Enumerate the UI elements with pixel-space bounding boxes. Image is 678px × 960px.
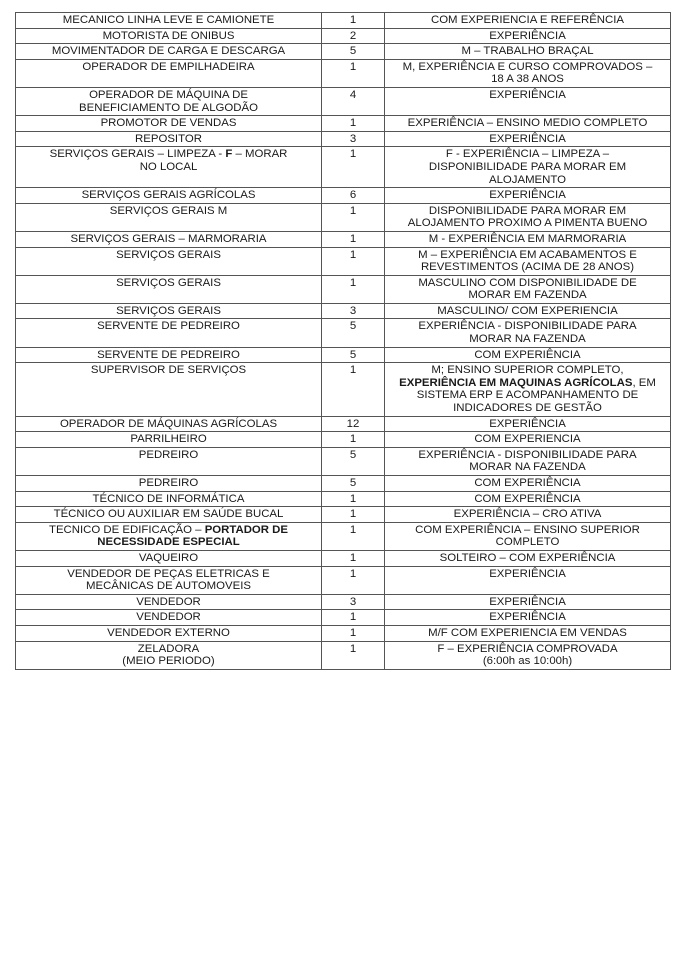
job-title-line: ZELADORA <box>137 642 200 655</box>
job-title-line: SUPERVISOR DE SERVIÇOS <box>90 364 247 377</box>
vacancy-count-cell: 1 <box>322 231 385 247</box>
job-title-line: TÉCNICO OU AUXILIAR EM SAÚDE BUCAL <box>53 508 284 521</box>
job-title-line: VAQUEIRO <box>138 551 199 564</box>
vacancy-count-cell: 1 <box>322 59 385 87</box>
job-title-cell <box>16 87 322 115</box>
requirements-emphasis: EXPERIÊNCIA EM MAQUINAS AGRÍCOLAS <box>399 376 633 389</box>
vacancy-count-cell: 5 <box>322 476 385 492</box>
job-title-line: PEDREIRO <box>138 448 199 461</box>
job-title-line: VENDEDOR DE PEÇAS ELETRICAS E <box>67 567 270 580</box>
requirements-line: EXPERIÊNCIA <box>489 189 566 202</box>
job-title-line: SERVIÇOS GERAIS – MARMORARIA <box>70 232 267 245</box>
vacancy-count-cell: 3 <box>322 594 385 610</box>
job-title-cell <box>16 203 322 231</box>
vacancy-count-cell: 5 <box>322 319 385 347</box>
vacancy-count-cell: 1 <box>322 566 385 594</box>
requirements-cell <box>385 566 671 594</box>
table-row <box>16 625 671 641</box>
requirements-line: (6:00h as 10:00h) <box>482 655 573 668</box>
requirements-cell <box>385 550 671 566</box>
job-title-cell <box>16 550 322 566</box>
requirements-line: EXPERIÊNCIA <box>489 29 566 42</box>
job-title-line: SERVIÇOS GERAIS <box>116 276 221 289</box>
requirements-line: MORAR NA FAZENDA <box>469 461 586 474</box>
table-row <box>16 641 671 669</box>
job-title-line: SERVIÇOS GERAIS – LIMPEZA - F – MORAR <box>49 148 288 161</box>
job-title-cell <box>16 131 322 147</box>
requirements-line: 18 A 38 ANOS <box>491 73 564 86</box>
job-title-cell <box>16 432 322 448</box>
requirements-cell <box>385 275 671 303</box>
requirements-cell <box>385 641 671 669</box>
requirements-cell <box>385 447 671 475</box>
requirements-line: SISTEMA ERP E ACOMPANHAMENTO DE <box>416 389 639 402</box>
requirements-line: DISPONIBILIDADE PARA MORAR EM <box>428 204 627 217</box>
table-row <box>16 476 671 492</box>
vacancy-count-cell: 1 <box>322 641 385 669</box>
job-title-line: SERVIÇOS GERAIS M <box>109 204 228 217</box>
requirements-cell <box>385 231 671 247</box>
requirements-cell <box>385 59 671 87</box>
job-title-cell <box>16 44 322 60</box>
table-row <box>16 247 671 275</box>
requirements-cell <box>385 319 671 347</box>
requirements-cell <box>385 594 671 610</box>
job-title-cell <box>16 28 322 44</box>
job-title-line: OPERADOR DE EMPILHADEIRA <box>82 60 255 73</box>
vacancy-count-cell: 1 <box>322 507 385 523</box>
job-title-line: VENDEDOR EXTERNO <box>107 626 230 639</box>
vacancy-count-cell: 5 <box>322 447 385 475</box>
job-title-line: SERVIÇOS GERAIS <box>116 248 221 261</box>
requirements-line: EXPERIÊNCIA <box>489 132 566 145</box>
requirements-line: MORAR NA FAZENDA <box>469 333 586 346</box>
vacancy-count-cell: 1 <box>322 13 385 29</box>
requirements-cell <box>385 625 671 641</box>
requirements-line: EXPERIÊNCIA <box>489 567 566 580</box>
job-title-line: PROMOTOR DE VENDAS <box>100 117 237 130</box>
requirements-line: M – EXPERIÊNCIA EM ACABAMENTOS E <box>418 248 637 261</box>
requirements-line: M; ENSINO SUPERIOR COMPLETO, <box>431 364 624 377</box>
job-title-emphasis: PORTADOR DE <box>204 523 289 536</box>
requirements-cell <box>385 188 671 204</box>
job-title-cell <box>16 116 322 132</box>
requirements-cell <box>385 44 671 60</box>
table-row <box>16 363 671 416</box>
vacancy-count-cell: 1 <box>322 363 385 416</box>
vacancy-count-cell: 3 <box>322 303 385 319</box>
table-row <box>16 303 671 319</box>
job-title-line: OPERADOR DE MÁQUINA DE <box>89 88 248 101</box>
job-title-emphasis: F <box>225 148 233 161</box>
requirements-cell <box>385 507 671 523</box>
requirements-cell <box>385 522 671 550</box>
job-title-line: VENDEDOR <box>136 611 201 624</box>
job-title-cell <box>16 13 322 29</box>
requirements-line: COM EXPERIÊNCIA – ENSINO SUPERIOR <box>415 523 640 536</box>
requirements-cell <box>385 13 671 29</box>
job-title-line: OPERADOR DE MÁQUINAS AGRÍCOLAS <box>59 417 278 430</box>
requirements-line: DISPONIBILIDADE PARA MORAR EM <box>428 160 627 173</box>
requirements-line: SOLTEIRO – COM EXPERIÊNCIA <box>439 551 616 564</box>
requirements-line: EXPERIÊNCIA <box>489 595 566 608</box>
table-row <box>16 44 671 60</box>
vacancy-count-cell: 4 <box>322 87 385 115</box>
requirements-line: EXPERIÊNCIA <box>489 88 566 101</box>
job-title-cell <box>16 625 322 641</box>
job-title-emphasis: NECESSIDADE ESPECIAL <box>97 536 240 549</box>
job-title-cell <box>16 491 322 507</box>
vacancy-count-cell: 5 <box>322 347 385 363</box>
table-row <box>16 566 671 594</box>
table-row <box>16 550 671 566</box>
requirements-line: COMPLETO <box>495 536 560 549</box>
job-title-cell <box>16 610 322 626</box>
requirements-cell <box>385 347 671 363</box>
table-row <box>16 116 671 132</box>
table-row <box>16 275 671 303</box>
job-title-line: (MEIO PERIODO) <box>122 655 215 668</box>
vacancy-count-cell: 1 <box>322 203 385 231</box>
job-title-line: TECNICO DE EDIFICAÇÃO – PORTADOR DE <box>48 523 289 536</box>
job-title-cell <box>16 275 322 303</box>
vacancy-count-cell: 1 <box>322 116 385 132</box>
vacancy-count-cell: 6 <box>322 188 385 204</box>
job-title-cell <box>16 247 322 275</box>
requirements-line: F - EXPERIÊNCIA – LIMPEZA – <box>445 148 610 161</box>
requirements-line: F – EXPERIÊNCIA COMPROVADA <box>437 642 618 655</box>
job-title-cell <box>16 641 322 669</box>
requirements-cell <box>385 87 671 115</box>
job-title-cell <box>16 522 322 550</box>
table-row <box>16 28 671 44</box>
job-title-cell <box>16 319 322 347</box>
vacancy-count-cell: 1 <box>322 147 385 188</box>
vacancy-count-cell: 3 <box>322 131 385 147</box>
vacancy-count-cell: 1 <box>322 275 385 303</box>
requirements-cell <box>385 131 671 147</box>
table-row <box>16 59 671 87</box>
requirements-line: EXPERIÊNCIA - DISPONIBILIDADE PARA <box>418 448 637 461</box>
requirements-line: EXPERIÊNCIA EM MAQUINAS AGRÍCOLAS, EM <box>399 376 656 389</box>
table-row <box>16 507 671 523</box>
requirements-cell <box>385 247 671 275</box>
job-title-line: PEDREIRO <box>138 477 199 489</box>
vacancy-count-cell: 1 <box>322 610 385 626</box>
requirements-line: EXPERIÊNCIA <box>489 611 566 624</box>
job-title-cell <box>16 363 322 416</box>
requirements-cell <box>385 476 671 492</box>
table-row <box>16 319 671 347</box>
requirements-cell <box>385 416 671 432</box>
job-title-line: BENEFICIAMENTO DE ALGODÃO <box>79 101 258 114</box>
job-title-line: SERVIÇOS GERAIS <box>116 304 221 317</box>
table-row <box>16 131 671 147</box>
job-openings-body <box>16 13 671 670</box>
vacancy-count-cell: 1 <box>322 625 385 641</box>
table-row <box>16 188 671 204</box>
requirements-line: MASCULINO COM DISPONIBILIDADE DE <box>418 276 637 289</box>
requirements-line: MASCULINO/ COM EXPERIENCIA <box>437 304 618 317</box>
job-title-line: NO LOCAL <box>139 160 198 173</box>
requirements-cell <box>385 203 671 231</box>
vacancy-count-cell: 5 <box>322 44 385 60</box>
job-title-cell <box>16 303 322 319</box>
requirements-line: M – TRABALHO BRAÇAL <box>461 45 594 58</box>
job-title-cell <box>16 447 322 475</box>
job-title-line: MOTORISTA DE ONIBUS <box>102 29 235 42</box>
requirements-cell <box>385 147 671 188</box>
job-title-line: MECÂNICAS DE AUTOMOVEIS <box>86 580 251 593</box>
requirements-cell <box>385 116 671 132</box>
requirements-line: COM EXPERIÊNCIA <box>474 348 581 361</box>
vacancy-count-cell: 1 <box>322 491 385 507</box>
requirements-cell <box>385 491 671 507</box>
job-title-line: REPOSITOR <box>135 132 202 145</box>
job-title-line: VENDEDOR <box>136 595 201 608</box>
requirements-line: M, EXPERIÊNCIA E CURSO COMPROVADOS – <box>402 60 653 73</box>
requirements-line: COM EXPERIENCIA <box>474 433 581 446</box>
job-title-line: SERVENTE DE PEDREIRO <box>97 348 240 361</box>
table-row <box>16 203 671 231</box>
requirements-cell <box>385 28 671 44</box>
job-title-cell <box>16 507 322 523</box>
job-title-line: SERVENTE DE PEDREIRO <box>97 320 240 333</box>
requirements-line: EXPERIÊNCIA – CRO ATIVA <box>453 508 602 521</box>
requirements-line: M/F COM EXPERIENCIA EM VENDAS <box>428 626 627 639</box>
requirements-line: INDICADORES DE GESTÃO <box>453 402 602 415</box>
job-title-line: PARRILHEIRO <box>130 433 207 446</box>
job-title-cell <box>16 147 322 188</box>
vacancy-count-cell: 12 <box>322 416 385 432</box>
vacancy-count-cell: 1 <box>322 550 385 566</box>
requirements-line: COM EXPERIÊNCIA <box>474 477 581 489</box>
table-row <box>16 231 671 247</box>
requirements-line: ALOJAMENTO PROXIMO A PIMENTA BUENO <box>407 217 648 230</box>
job-title-line: TÉCNICO DE INFORMÁTICA <box>92 492 245 505</box>
table-row <box>16 491 671 507</box>
vacancy-count-cell: 1 <box>322 247 385 275</box>
requirements-cell <box>385 432 671 448</box>
job-title-line: MECANICO LINHA LEVE E CAMIONETE <box>62 14 275 26</box>
job-title-cell <box>16 566 322 594</box>
requirements-line: EXPERIÊNCIA – ENSINO MEDIO COMPLETO <box>407 117 648 130</box>
requirements-line: EXPERIÊNCIA <box>489 417 566 430</box>
job-title-cell <box>16 416 322 432</box>
requirements-line: COM EXPERIENCIA E REFERÊNCIA <box>430 14 625 26</box>
requirements-cell <box>385 610 671 626</box>
requirements-line: EXPERIÊNCIA - DISPONIBILIDADE PARA <box>418 320 637 333</box>
table-row <box>16 13 671 29</box>
vacancy-count-cell: 1 <box>322 522 385 550</box>
vacancy-count-cell: 2 <box>322 28 385 44</box>
job-title-line: SERVIÇOS GERAIS AGRÍCOLAS <box>81 189 256 202</box>
requirements-line: M - EXPERIÊNCIA EM MARMORARIA <box>428 232 627 245</box>
table-row <box>16 147 671 188</box>
table-row <box>16 522 671 550</box>
job-title-cell <box>16 347 322 363</box>
table-row <box>16 416 671 432</box>
job-title-cell <box>16 59 322 87</box>
job-title-cell <box>16 188 322 204</box>
table-row <box>16 447 671 475</box>
job-title-line: MOVIMENTADOR DE CARGA E DESCARGA <box>51 45 286 58</box>
requirements-line: ALOJAMENTO <box>488 173 566 186</box>
table-row <box>16 610 671 626</box>
table-row <box>16 594 671 610</box>
job-title-cell <box>16 231 322 247</box>
table-row <box>16 432 671 448</box>
requirements-cell <box>385 303 671 319</box>
job-openings-table <box>15 12 671 670</box>
table-row <box>16 87 671 115</box>
table-row <box>16 347 671 363</box>
requirements-line: MORAR EM FAZENDA <box>468 289 587 302</box>
vacancy-count-cell: 1 <box>322 432 385 448</box>
job-title-cell <box>16 594 322 610</box>
requirements-line: REVESTIMENTOS (ACIMA DE 28 ANOS) <box>420 261 635 274</box>
requirements-cell <box>385 363 671 416</box>
job-title-cell <box>16 476 322 492</box>
requirements-line: COM EXPERIÊNCIA <box>474 492 581 505</box>
